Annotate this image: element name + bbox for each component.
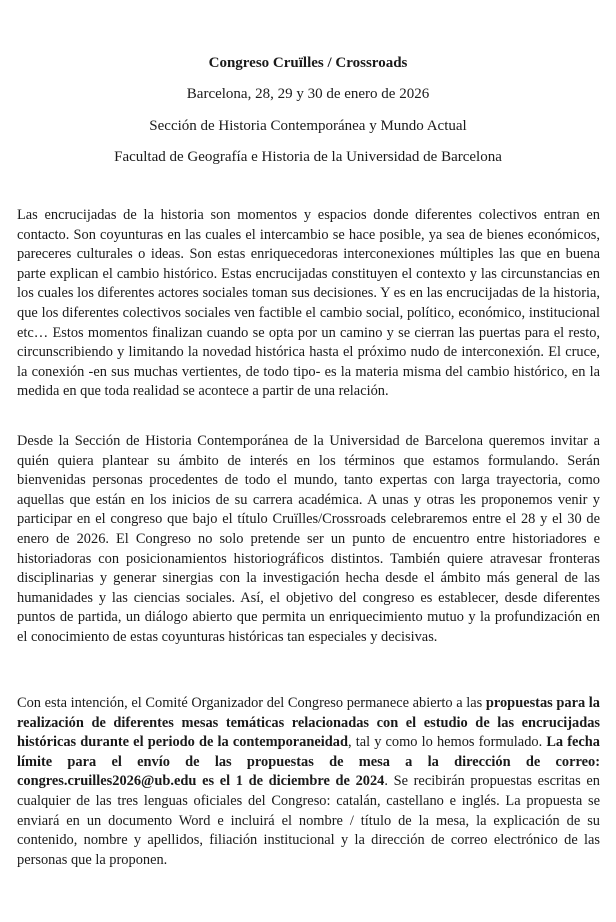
organizing-section: Sección de Historia Contemporánea y Mundo Actual [149, 118, 467, 134]
call-text-part3: . Se recibirán propuestas escritas en cualquier de las tres lenguas oficiales del Congreso: catalán, castellano e inglés. La propuesta se enviará en un documento Word e incluirá el nombre / título de la mesa, la explicación de su contenido, nombre y apellidos, filiación institucional y la dirección de correo electrónico de las personas que la proponen. [17, 773, 600, 868]
congress-title: Congreso Cruïlles / Crossroads [208, 55, 408, 71]
call-proposals-emphasis: propuestas para la realización de diferentes mesas temáticas relacionadas con el estudio de las encrucijadas históricas durante el periodo de la contemporaneidad [17, 695, 600, 751]
congress-date: Barcelona, 28, 29 y 30 de enero de 2026 [186, 86, 430, 102]
deadline-emphasis: La fecha límite para el envío de las propuestas de mesa a la dirección de correo: congres.cruilles2026@ub.edu es el 1 de diciembre de 2024 [17, 734, 600, 790]
paragraph-intro: Las encrucijadas de la historia son momentos y espacios donde diferentes colectivos entran en contacto. Son coyunturas en las cuales el intercambio se hace posible, ya sea de bienes económicos, pareceres culturales o ideas. Son estas enriquecedoras interconexiones múltiples las que en buena parte explican el cambio histórico. Estas encrucijadas constituyen el contexto y las circunstancias en los cuales los diferentes actores sociales toman sus decisiones. Y es en las encrucijadas de la historia, que los diferentes colectivos sociales ven factible el cambio social, político, económico, institucional etc… Estos momentos finalizan cuando se opta por un camino y se cierran las puertas para el resto, circunscribiendo y limitando la novedad histórica hasta el próximo nudo de interconexión. El cruce, la conexión -en sus muchas vertientes, de todo tipo- es la materia misma del cambio histórico, en la medida en que toda realidad se acontece a partir de una relación. [17, 207, 600, 400]
organizing-faculty: Facultad de Geografía e Historia de la Universidad de Barcelona [114, 149, 502, 165]
paragraph-call-for-panels [17, 694, 600, 870]
paragraph-invitation: Desde la Sección de Historia Contemporánea de la Universidad de Barcelona queremos invitar a quién quiera plantear su ámbito de interés en los términos que estamos formulando. Serán bienvenidas personas procedentes de todo el mundo, tanto expertas con larga trayectoria, como aquellas que están en los inicios de su carrera académica. A unas y otras les proponemos venir y participar en el congreso que bajo el título Cruïlles/Crossroads celebraremos entre el 28 y el 30 de enero de 2026. El Congreso no solo pretende ser un punto de encuentro entre historiadores e historiadoras con posicionamientos historiográficos distintos. También quiere atravesar fronteras disciplinarias y generar sinergias con la investigación hecha desde el ámbito más general de las humanidades y las ciencias sociales. Así, el objetivo del congreso es establecer, desde diferentes puntos de partida, un diálogo abierto que permita un enriquecimiento mutuo y la profundización en el conocimiento de estas coyunturas históricas tan especiales y decisivas. [17, 433, 600, 645]
call-text-part1: Con esta intención, el Comité Organizador del Congreso permanece abierto a las [17, 695, 486, 711]
call-text-part2: , tal y como lo hemos formulado. [347, 734, 547, 751]
